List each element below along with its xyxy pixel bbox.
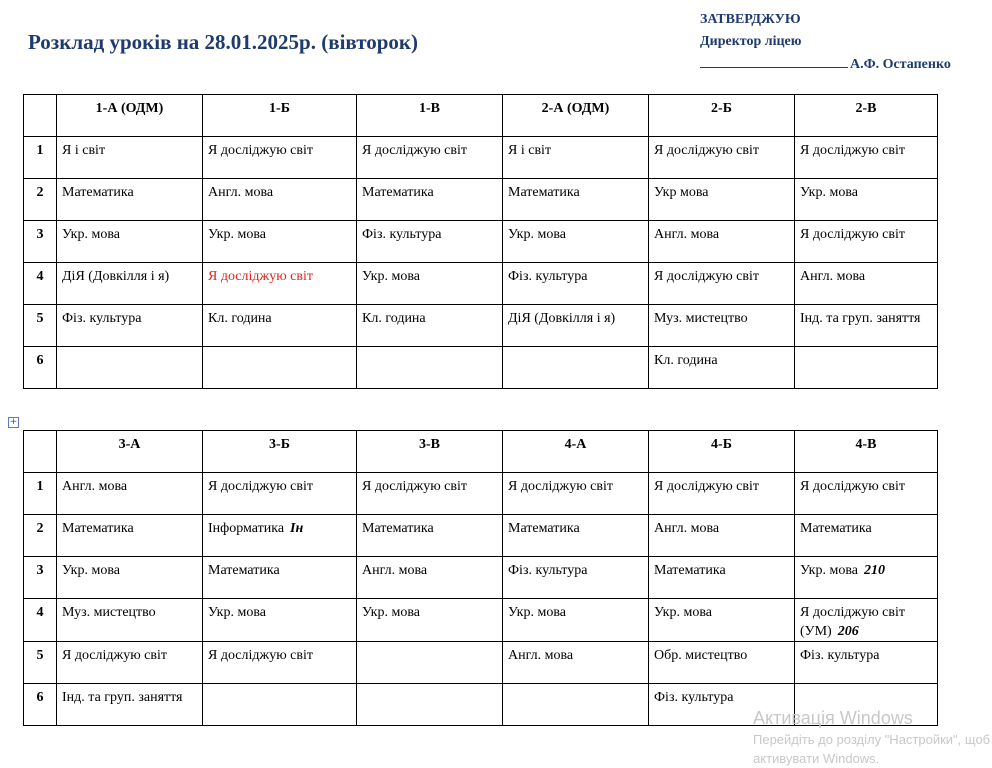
lesson-cell-highlighted: Я досліджую світ xyxy=(203,263,357,305)
lesson-subject: Інформатика xyxy=(208,521,285,536)
lesson-cell: Математика xyxy=(503,515,649,557)
table-row xyxy=(24,473,938,515)
lesson-cell: Укр. мова xyxy=(503,221,649,263)
table-row xyxy=(24,599,938,642)
lesson-cell: Математика xyxy=(57,515,203,557)
lesson-cell: Англ. мова xyxy=(57,473,203,515)
class-header: 1-В xyxy=(357,95,503,137)
lesson-cell: Математика xyxy=(795,515,938,557)
class-header: 1-А (ОДМ) xyxy=(57,95,203,137)
class-header: 3-Б xyxy=(203,431,357,473)
lesson-number: 2 xyxy=(24,515,57,557)
class-header: 1-Б xyxy=(203,95,357,137)
lesson-cell: Я досліджую світ xyxy=(795,473,938,515)
table-row xyxy=(24,347,938,389)
lesson-cell: Я досліджую світ xyxy=(649,137,795,179)
signature-line xyxy=(700,53,848,68)
class-header: 3-В xyxy=(357,431,503,473)
lesson-cell xyxy=(503,347,649,389)
lesson-cell: Я і світ xyxy=(57,137,203,179)
lesson-cell: Укр. мова xyxy=(503,599,649,642)
lesson-cell: Математика xyxy=(649,557,795,599)
schedule-table-grades-3-4 xyxy=(23,430,938,726)
table-row xyxy=(24,221,938,263)
table-header-row xyxy=(24,431,938,473)
lesson-cell: Англ. мова xyxy=(649,221,795,263)
lesson-cell xyxy=(357,347,503,389)
lesson-cell: Я досліджую світ xyxy=(357,473,503,515)
lesson-number: 6 xyxy=(24,347,57,389)
class-header: 2-В xyxy=(795,95,938,137)
lesson-cell: Укр. мова xyxy=(649,599,795,642)
lesson-cell: Муз. мистецтво xyxy=(649,305,795,347)
lesson-cell: Англ. мова xyxy=(503,642,649,684)
lesson-cell: Укр. мова xyxy=(203,221,357,263)
schedule-table-grades-1-2 xyxy=(23,94,938,389)
lesson-number: 4 xyxy=(24,599,57,642)
page-title: Розклад уроків на 28.01.2025р. (вівторок) xyxy=(28,30,419,54)
watermark-line: Перейдіть до розділу "Настройки", щоб xyxy=(753,732,991,747)
lesson-cell xyxy=(795,599,938,642)
lesson-cell: Інд. та груп. заняття xyxy=(795,305,938,347)
lesson-cell: Я досліджую світ xyxy=(795,137,938,179)
lesson-cell: Англ. мова xyxy=(203,179,357,221)
lesson-cell xyxy=(357,684,503,726)
class-header: 4-Б xyxy=(649,431,795,473)
lesson-cell: Я досліджую світ xyxy=(795,221,938,263)
lesson-cell: Я досліджую світ xyxy=(649,263,795,305)
class-header: 3-А xyxy=(57,431,203,473)
room-number: 206 xyxy=(837,624,859,639)
table-row xyxy=(24,515,938,557)
table-row xyxy=(24,137,938,179)
windows-activation-watermark xyxy=(753,706,990,768)
table-row xyxy=(24,179,938,221)
lesson-cell: Фіз. культура xyxy=(503,263,649,305)
lesson-number: 1 xyxy=(24,473,57,515)
lesson-cell: Математика xyxy=(503,179,649,221)
approval-block xyxy=(700,9,951,76)
lesson-number: 5 xyxy=(24,305,57,347)
lesson-cell: Я досліджую світ xyxy=(203,642,357,684)
lesson-cell xyxy=(357,642,503,684)
table-header-row xyxy=(24,95,938,137)
class-header: 2-Б xyxy=(649,95,795,137)
table-row xyxy=(24,305,938,347)
lesson-cell xyxy=(203,515,357,557)
lesson-number: 1 xyxy=(24,137,57,179)
table-row xyxy=(24,557,938,599)
lesson-cell: Математика xyxy=(357,515,503,557)
table-row xyxy=(24,263,938,305)
approval-signature xyxy=(700,53,951,76)
lesson-cell: Укр. мова xyxy=(357,599,503,642)
watermark-line: активувати Windows. xyxy=(753,751,880,766)
lesson-number: 3 xyxy=(24,557,57,599)
lesson-cell xyxy=(795,347,938,389)
lesson-cell xyxy=(503,684,649,726)
lesson-cell: Математика xyxy=(57,179,203,221)
lesson-cell: Укр. мова xyxy=(57,557,203,599)
lesson-subject: Укр. мова xyxy=(800,563,858,578)
lesson-cell: Я досліджую світ xyxy=(57,642,203,684)
class-header: 2-А (ОДМ) xyxy=(503,95,649,137)
lesson-cell: Я і світ xyxy=(503,137,649,179)
approval-line-2: Директор ліцею xyxy=(700,34,802,49)
corner-cell xyxy=(24,95,57,137)
lesson-cell: Укр. мова xyxy=(795,179,938,221)
lesson-cell: Я досліджую світ xyxy=(503,473,649,515)
approval-line-1: ЗАТВЕРДЖУЮ xyxy=(700,12,801,27)
lesson-cell xyxy=(57,347,203,389)
lesson-cell xyxy=(203,347,357,389)
lesson-number: 4 xyxy=(24,263,57,305)
lesson-cell: Я досліджую світ xyxy=(649,473,795,515)
corner-cell xyxy=(24,431,57,473)
lesson-cell: Я досліджую світ xyxy=(203,473,357,515)
lesson-cell: Муз. мистецтво xyxy=(57,599,203,642)
lesson-number: 5 xyxy=(24,642,57,684)
lesson-cell: Математика xyxy=(203,557,357,599)
lesson-cell: Англ. мова xyxy=(649,515,795,557)
watermark-title: Активація Windows xyxy=(753,708,913,728)
table-row xyxy=(24,642,938,684)
lesson-cell: Фіз. культура xyxy=(795,642,938,684)
lesson-cell: Фіз. культура xyxy=(357,221,503,263)
lesson-cell: Укр. мова xyxy=(203,599,357,642)
lesson-cell: Математика xyxy=(357,179,503,221)
lesson-subject: Я досліджую світ (УМ) xyxy=(800,605,905,639)
lesson-cell xyxy=(795,557,938,599)
room-number: Ін xyxy=(290,521,304,536)
lesson-cell: Кл. година xyxy=(357,305,503,347)
lesson-cell: Фіз. культура xyxy=(57,305,203,347)
lesson-cell xyxy=(203,684,357,726)
lesson-cell: Укр. мова xyxy=(357,263,503,305)
lesson-cell: Обр. мистецтво xyxy=(649,642,795,684)
lesson-cell: Я досліджую світ xyxy=(357,137,503,179)
lesson-number: 2 xyxy=(24,179,57,221)
lesson-cell: Укр мова xyxy=(649,179,795,221)
class-header: 4-А xyxy=(503,431,649,473)
lesson-number: 6 xyxy=(24,684,57,726)
lesson-cell: Фіз. культура xyxy=(503,557,649,599)
class-header: 4-В xyxy=(795,431,938,473)
signature-name: А.Ф. Остапенко xyxy=(850,57,951,72)
room-number: 210 xyxy=(863,563,885,578)
lesson-cell: Інд. та груп. заняття xyxy=(57,684,203,726)
lesson-cell: Кл. година xyxy=(649,347,795,389)
lesson-cell: Кл. година xyxy=(203,305,357,347)
lesson-cell: Фіз. культура xyxy=(649,684,795,726)
lesson-cell: ДіЯ (Довкілля і я) xyxy=(57,263,203,305)
lesson-cell: Англ. мова xyxy=(795,263,938,305)
table-move-handle-icon[interactable]: + xyxy=(9,417,18,427)
lesson-cell: Укр. мова xyxy=(57,221,203,263)
lesson-cell: ДіЯ (Довкілля і я) xyxy=(503,305,649,347)
lesson-cell: Я досліджую світ xyxy=(203,137,357,179)
lesson-cell: Англ. мова xyxy=(357,557,503,599)
lesson-number: 3 xyxy=(24,221,57,263)
